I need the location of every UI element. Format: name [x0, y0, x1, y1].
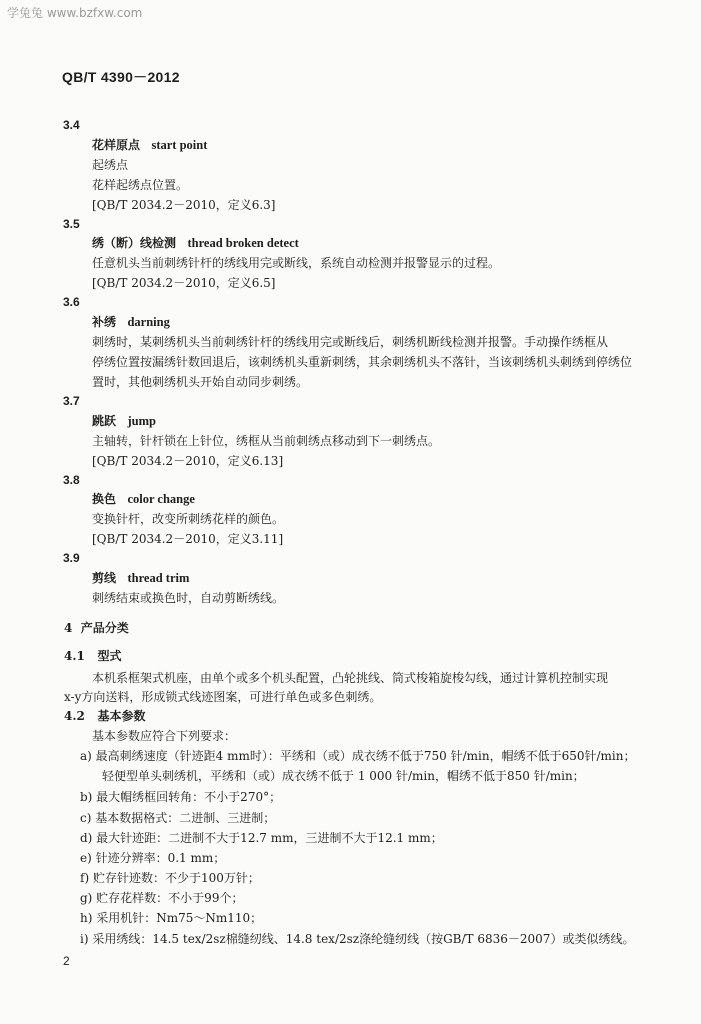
list-item: h) 采用机针：Nm75～Nm110；: [80, 911, 263, 925]
term-definition: 变换针杆，改变所刺绣花样的颜色。: [92, 512, 285, 526]
term-cn: 跳跃: [92, 414, 117, 428]
list-item: i) 采用绣线：14.5 tex/2sz棉缝纫线、14.8 tex/2sz涤纶缝纫线（按GB/T 6836－2007）或类似绣线。: [80, 932, 635, 946]
paragraph-intro: 基本参数应符合下列要求：: [92, 729, 237, 743]
list-item: b) 最大帽绣框回转角：不小于270°；: [80, 790, 282, 804]
list-item: c) 基本数据格式：二进制、三进制；: [80, 811, 276, 825]
term-definition: 刺绣结束或换色时，自动剪断绣线。: [92, 591, 285, 605]
term-en: jump: [127, 414, 156, 428]
term-reference: [QB/T 2034.2－2010，定义3.11]: [92, 532, 284, 546]
subsection-number: 4.1: [64, 649, 85, 663]
term-heading: [92, 137, 207, 153]
chapter-heading: [64, 620, 129, 636]
chapter-title: 产品分类: [80, 621, 129, 635]
subsection-number: 4.2: [64, 709, 85, 723]
subsection-title: 型式: [97, 649, 122, 663]
paragraph-line: x-y方向送料，形成锁式线迹图案，可进行单色或多色刺绣。: [64, 690, 382, 704]
section-number: 3.8: [63, 473, 80, 487]
subsection-title: 基本参数: [97, 709, 146, 723]
term-cn: 换色: [92, 492, 117, 506]
term-en: color change: [127, 492, 195, 506]
document-header: QB/T 4390－2012: [62, 69, 180, 85]
term-definition-line: 刺绣时，某刺绣机头当前刺绣针杆的绣线用完或断线后，刺绣机断线检测并报警。手动操作绣框从: [92, 335, 609, 349]
term-definition: 花样起绣点位置。: [92, 178, 189, 192]
term-alias: 起绣点: [92, 158, 129, 172]
list-item: f) 贮存针迹数：不少于100万针；: [80, 871, 260, 885]
term-heading: [92, 570, 189, 586]
list-item: e) 针迹分辨率：0.1 mm；: [80, 851, 226, 865]
term-cn: 花样原点: [92, 138, 141, 152]
term-heading: [92, 413, 156, 429]
list-item: g) 贮存花样数：不小于99个；: [80, 891, 244, 905]
term-cn: 补绣: [92, 315, 117, 329]
list-item: a) 最高刺绣速度（针迹距4 mm时）：平绣和（或）成衣绣不低于750 针/min，帽绣不低于650针/min；: [80, 749, 636, 763]
paragraph-line: 本机系框架式机座，由单个或多个机头配置，凸轮挑线、筒式梭箱旋梭勾线，通过计算机控制实现: [92, 671, 609, 685]
section-number: 3.5: [63, 217, 80, 231]
term-reference: [QB/T 2034.2－2010，定义6.5]: [92, 276, 276, 290]
term-en: thread trim: [127, 571, 190, 585]
term-en: darning: [127, 315, 170, 329]
term-cn: 剪线: [92, 571, 117, 585]
term-reference: [QB/T 2034.2－2010，定义6.3]: [92, 198, 276, 212]
term-heading: [92, 491, 195, 507]
term-reference: [QB/T 2034.2－2010，定义6.13]: [92, 454, 284, 468]
section-number: 3.6: [63, 295, 80, 309]
list-item-continuation: 轻便型单头刺绣机，平绣和（或）成衣绣不低于 1 000 针/min，帽绣不低于850 针/min；: [102, 769, 585, 783]
subsection-heading: [64, 708, 145, 724]
term-cn: 绣（断）线检测: [92, 236, 177, 250]
chapter-number: 4: [64, 621, 73, 635]
term-definition: 主轴转，针杆锁在上针位，绣框从当前刺绣点移动到下一刺绣点。: [92, 434, 441, 448]
term-heading: [92, 235, 299, 251]
term-definition-line: 置时，其他刺绣机头开始自动同步刺绣。: [92, 375, 309, 389]
section-number: 3.9: [63, 551, 80, 565]
term-en: thread broken detect: [187, 236, 299, 250]
page-number: 2: [63, 954, 70, 968]
subsection-heading: [64, 648, 121, 664]
section-number: 3.7: [63, 394, 80, 408]
term-definition: 任意机头当前刺绣针杆的绣线用完或断线，系统自动检测并报警显示的过程。: [92, 256, 501, 270]
term-definition-line: 停绣位置按漏绣针数回退后，该刺绣机头重新刺绣，其余刺绣机头不落针，当该刺绣机头刺绣到停绣位: [92, 355, 633, 369]
term-en: start point: [151, 138, 208, 152]
list-item: d) 最大针迹距：二进制不大于12.7 mm，三进制不大于12.1 mm；: [80, 831, 443, 845]
watermark: 学兔兔 www.bzfxw.com: [7, 6, 143, 20]
term-heading: [92, 314, 170, 330]
section-number: 3.4: [63, 118, 80, 132]
